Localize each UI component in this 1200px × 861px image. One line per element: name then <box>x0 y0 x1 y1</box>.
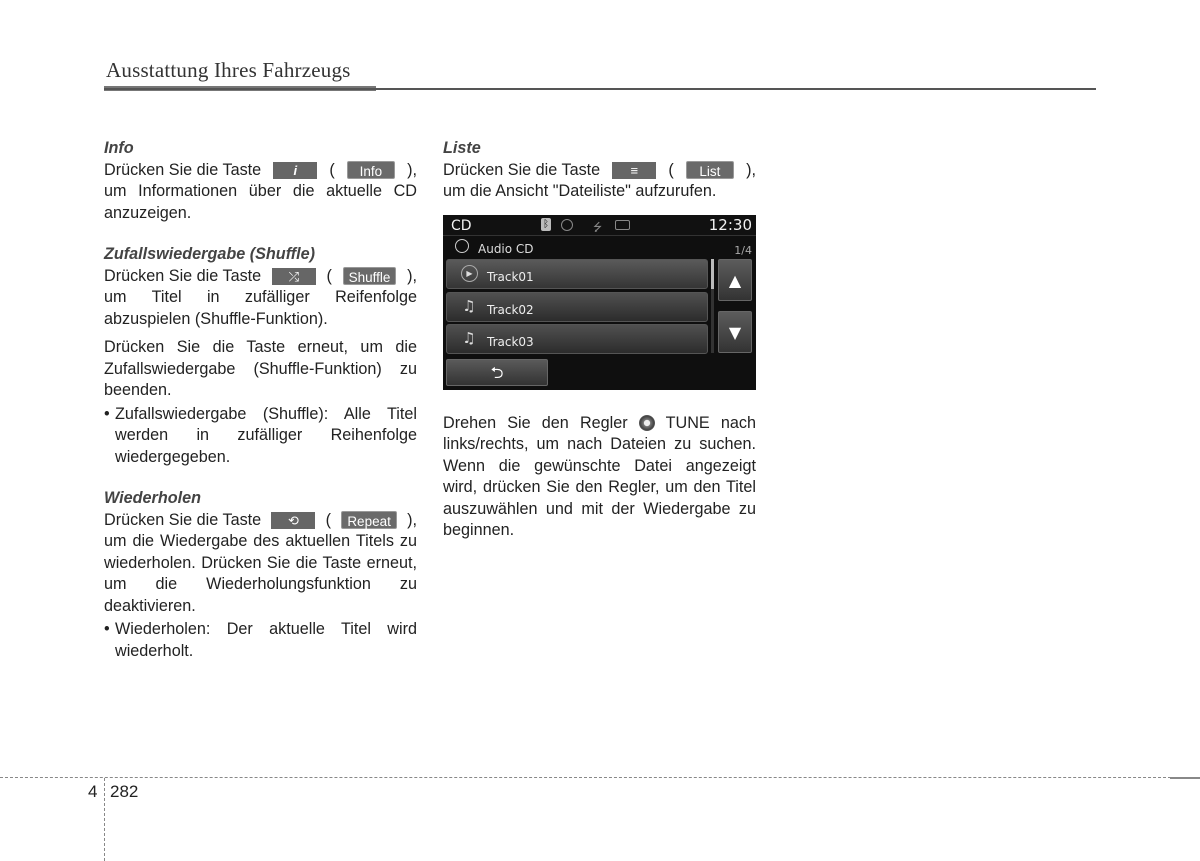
status-source: CD <box>451 217 472 234</box>
list-description: um die Ansicht "Dateiliste" aufzurufen. <box>443 182 717 200</box>
page-index: 1/4 <box>734 243 752 257</box>
tune-description <box>443 413 756 542</box>
shuffle-button-label: Shuffle <box>343 267 397 285</box>
left-column <box>104 138 417 662</box>
list-icon <box>612 162 656 179</box>
paren-close: ), <box>407 160 417 179</box>
repeat-bullet-text: Wiederholen: Der aktuelle Titel wird wiederholt. <box>115 620 417 660</box>
bullet-dot: • <box>104 404 110 423</box>
header-rule <box>104 88 1096 90</box>
info-icon <box>273 162 317 179</box>
info-instruction-line <box>104 160 417 182</box>
tune-text-pre: Drehen Sie den Regler <box>443 413 628 432</box>
section-title-repeat: Wiederholen <box>104 489 201 507</box>
source-row <box>443 236 756 256</box>
shuffle-bullet <box>104 404 417 469</box>
list-button-label: List <box>686 161 734 179</box>
list-instruction-line <box>443 160 756 182</box>
bullet-dot: • <box>104 620 110 638</box>
music-note-icon: ♫ <box>462 296 476 315</box>
shuffle-description: um Titel in zufälliger Reifenfolge abzuspielen (Shuffle-Funktion). <box>104 288 417 328</box>
arrow-up-icon: ▲ <box>728 270 742 290</box>
track-item[interactable] <box>446 324 708 354</box>
repeat-icon-glyph: ⟲ <box>287 512 299 528</box>
info-description: um Informationen über die aktuelle CD anzuzeigen. <box>104 182 417 222</box>
cd-list-screen <box>443 215 756 390</box>
status-time: 12:30 <box>708 215 752 234</box>
track-item[interactable] <box>446 292 708 322</box>
paren-close: ), <box>407 266 417 285</box>
paren-open: ( <box>325 510 332 529</box>
section-title-list: Liste <box>443 139 481 157</box>
scroll-down-button[interactable] <box>718 311 752 353</box>
page-header-title: Ausstattung Ihres Fahrzeugs <box>106 58 351 82</box>
repeat-instruction-text: Drücken Sie die Taste <box>104 510 262 529</box>
paren-open: ( <box>329 160 335 179</box>
shuffle-instruction-text: Drücken Sie die Taste <box>104 266 262 285</box>
shuffle-description-2: Drücken Sie die Taste erneut, um die Zufallswiedergabe (Shuffle-Funktion) zu beenden. <box>104 338 417 399</box>
arrow-down-icon: ▼ <box>728 322 742 342</box>
tune-knob-icon <box>639 415 655 431</box>
shuffle-bullet-text: Zufallswiedergabe (Shuffle): Alle Titel werden in zufälliger Reihenfolge wiedergegeben. <box>115 404 417 466</box>
footer-divider-accent <box>1170 777 1200 779</box>
info-icon-glyph: i <box>293 162 298 178</box>
right-column <box>443 138 756 542</box>
disc-status-icon <box>561 219 573 231</box>
paren-close: ), <box>407 510 417 529</box>
track-label: Track03 <box>487 334 534 349</box>
shuffle-instruction-line <box>104 266 417 288</box>
info-button-label: Info <box>347 161 395 179</box>
tune-text-post: TUNE nach links/rechts, um nach Dateien zu suchen. Wenn die gewünschte Datei angezeigt wird, drücken Sie den Regler, um den Titel auszuwählen und mit der Wiedergabe zu beginnen. <box>443 413 756 539</box>
section-title-info: Info <box>104 139 134 157</box>
shuffle-icon <box>272 268 316 285</box>
paren-open: ( <box>326 266 332 285</box>
chapter-number: 4 <box>88 782 98 801</box>
track-label: Track01 <box>487 269 534 284</box>
paren-open: ( <box>668 160 674 179</box>
bluetooth-icon: ᛒ <box>543 218 549 230</box>
play-icon: ▶ <box>461 265 478 282</box>
track-item[interactable] <box>446 259 708 289</box>
usb-icon: ⭍ <box>593 220 603 234</box>
repeat-description: um die Wiedergabe des aktuellen Titels zu wiederholen. Drücken Sie die Taste erneut, um die Wiederholungsfunktion zu deaktivieren. <box>104 532 417 615</box>
footer-vertical-divider <box>104 778 105 861</box>
battery-icon <box>615 220 630 230</box>
music-note-icon: ♫ <box>462 328 476 347</box>
back-button[interactable] <box>446 359 548 386</box>
audio-cd-icon <box>455 239 469 253</box>
footer-divider <box>0 777 1176 778</box>
page-number: 282 <box>110 782 139 801</box>
repeat-button-label: Repeat <box>341 511 397 529</box>
status-bar <box>443 215 756 236</box>
scrollbar-thumb[interactable] <box>711 259 714 289</box>
repeat-bullet <box>104 619 417 662</box>
section-title-shuffle: Zufallswiedergabe (Shuffle) <box>104 245 316 263</box>
source-label: Audio CD <box>478 241 534 256</box>
back-arrow-icon: ⮌ <box>490 362 504 382</box>
repeat-instruction-line <box>104 510 417 532</box>
info-instruction-text: Drücken Sie die Taste <box>104 160 262 179</box>
list-icon-glyph: ≡ <box>630 162 639 178</box>
paren-close: ), <box>746 160 756 179</box>
list-instruction-text: Drücken Sie die Taste <box>443 160 601 179</box>
repeat-icon <box>271 512 315 529</box>
scroll-up-button[interactable] <box>718 259 752 301</box>
track-label: Track02 <box>487 302 534 317</box>
shuffle-icon-glyph: ⤮ <box>288 268 300 284</box>
